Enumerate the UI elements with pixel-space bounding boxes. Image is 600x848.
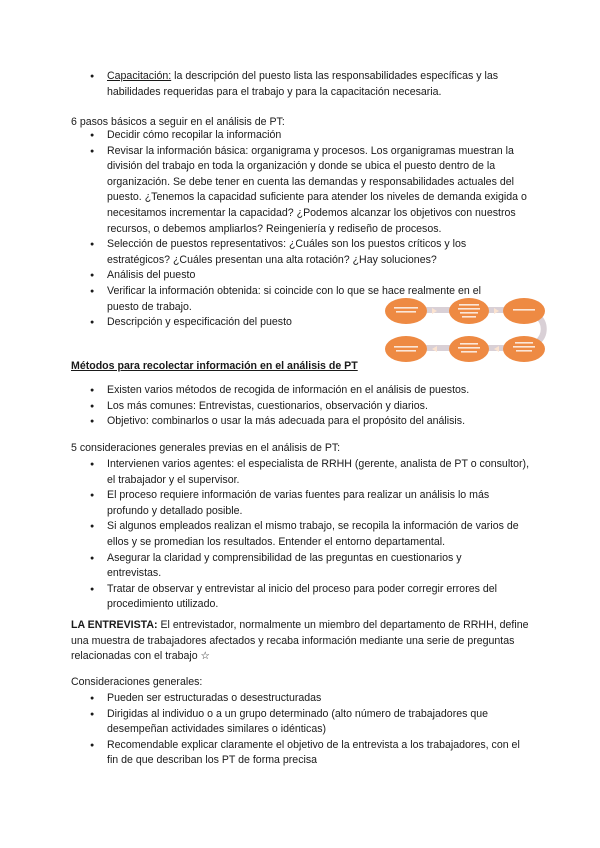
list-item: ● Análisis del puesto bbox=[107, 268, 532, 284]
intro-list bbox=[107, 69, 532, 100]
methods-list bbox=[107, 383, 532, 430]
steps-heading: 6 pasos básicos a seguir en el análisis de PT: bbox=[71, 116, 285, 128]
flow-node-3 bbox=[503, 298, 545, 324]
list-item: ● Si algunos empleados realizan el mismo trabajo, se recopila la información de varios de ellos y se promedian los resultados. Entender el entorno departamental. bbox=[107, 519, 532, 550]
general-list bbox=[107, 691, 532, 769]
process-flow-diagram bbox=[384, 296, 554, 364]
list-item: ● Intervienen varios agentes: el especialista de RRHH (gerente, analista de PT o consultor), el trabajador y el supervisor. bbox=[107, 457, 532, 488]
considerations-list bbox=[107, 457, 532, 613]
methods-heading: Métodos para recolectar información en el análisis de PT bbox=[71, 360, 358, 372]
list-item: ● Decidir cómo recopilar la información bbox=[107, 128, 532, 144]
list-item: ● Tratar de observar y entrevistar al inicio del proceso para poder corregir errores del procedimiento utilizado. bbox=[107, 582, 532, 613]
list-item: ● Asegurar la claridad y comprensibilidad de las preguntas en cuestionarios y entrevistas. bbox=[107, 551, 492, 582]
list-item: ● Existen varios métodos de recogida de información en el análisis de puestos. bbox=[107, 383, 532, 399]
list-item: ● Revisar la información básica: organigrama y procesos. Los organigramas muestran la división del trabajo en toda la organización y donde se ubica el puesto dentro de la organización. Se debe tener en cuenta las demandas y responsabilidades actuales del puesto. ¿Tenemos la capacidad suficiente para atender los niveles de demanda exigida o necesitamos incrementar la capacidad? ¿Podemos alcanzar los objetivos con nuestros recursos, o debemos ampliarlos? Reingeniería y rediseño de procesos. bbox=[107, 144, 532, 238]
list-item: ● El proceso requiere información de varias fuentes para realizar un análisis lo más profundo y detallado posible. bbox=[107, 488, 532, 519]
list-item: ● Dirigidas al individuo o a un grupo determinado (alto número de trabajadores que desempeñan actividades similares o idénticas) bbox=[107, 707, 512, 738]
considerations-heading: 5 consideraciones generales previas en el análisis de PT: bbox=[71, 442, 341, 454]
flow-node-2 bbox=[449, 298, 489, 324]
list-item: ● Selección de puestos representativos: ¿Cuáles son los puestos críticos y los estratégicos? ¿Cuáles presentan una alta rotación? ¿Hay soluciones? bbox=[107, 237, 512, 268]
capacitacion-label: Capacitación: bbox=[107, 70, 172, 82]
interview-text: El entrevistador, normalmente un miembro del departamento de RRHH, define una muestra de trabajadores afectados y recaba información mediante una serie de preguntas relacionadas con el trabajo ☆ bbox=[71, 619, 529, 663]
interview-title: LA ENTREVISTA: bbox=[71, 619, 158, 631]
list-item: ● Verificar la información obtenida: si coincide con lo que se hace realmente en el puesto de trabajo. bbox=[107, 284, 512, 315]
list-item: ● Objetivo: combinarlos o usar la más adecuada para el propósito del análisis. bbox=[107, 414, 532, 430]
list-item bbox=[107, 69, 532, 100]
general-heading: Consideraciones generales: bbox=[71, 676, 203, 688]
interview-paragraph bbox=[71, 618, 531, 665]
list-item: ● Pueden ser estructuradas o desestructuradas bbox=[107, 691, 532, 707]
list-item: ● Los más comunes: Entrevistas, cuestionarios, observación y diarios. bbox=[107, 399, 532, 415]
list-item: ● Recomendable explicar claramente el objetivo de la entrevista a los trabajadores, con el fin de que describan los PT de forma precisa bbox=[107, 738, 532, 769]
list-item: ● Descripción y especificación del puesto bbox=[107, 315, 532, 331]
capacitacion-text: la descripción del puesto lista las responsabilidades específicas y las habilidades requeridas para el trabajo y para la capacitación necesaria. bbox=[107, 70, 499, 98]
